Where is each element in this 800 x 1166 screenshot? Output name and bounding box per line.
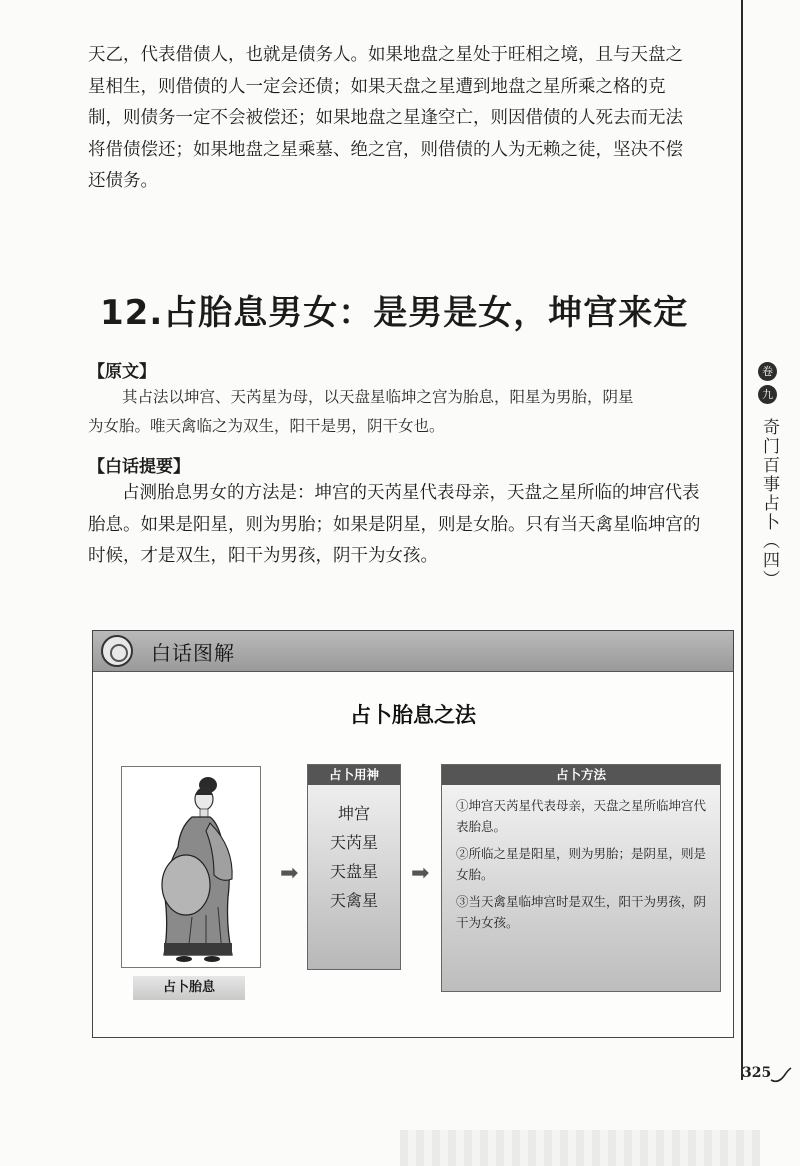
list-item: 天盘星 bbox=[329, 862, 378, 881]
vernacular-summary-label: 【白话提要】 bbox=[88, 457, 190, 477]
paragraph-line: 将借债偿还；如果地盘之星乘墓、绝之宫，则借债的人为无赖之徒，坚决不偿 bbox=[88, 139, 683, 160]
scan-artifact-band bbox=[400, 1130, 760, 1166]
list-item: 天禽星 bbox=[329, 891, 378, 910]
margin-rule bbox=[741, 0, 743, 1080]
original-line: 为女胎。唯天禽临之为双生，阳干是男，阴干女也。 bbox=[88, 417, 445, 435]
list-item: ②所临之星是阳星，则为男胎；是阴星，则是女胎。 bbox=[456, 846, 707, 882]
list-item: ①坤宫天芮星代表母亲，天盘之星所临坤宫代表胎息。 bbox=[456, 798, 707, 834]
list-item: ③当天禽星临坤宫时是双生，阳干为男孩，阴干为女孩。 bbox=[456, 894, 707, 930]
paragraph-line: 天乙，代表借债人，也就是债务人。如果地盘之星处于旺相之境，且与天盘之 bbox=[88, 45, 683, 65]
arrow-right-icon: ➡ bbox=[280, 861, 299, 886]
page-number: 325 bbox=[742, 1065, 772, 1081]
paragraph-line: 还债务。 bbox=[88, 171, 158, 191]
volume-char-1: 卷 bbox=[758, 362, 777, 381]
pregnant-woman-figure bbox=[121, 766, 261, 968]
original-text bbox=[88, 383, 738, 441]
vernacular-line: 胎息。如果是阳星，则为男胎；如果是阴星，则是女胎。只有当天禽星临坤宫的 bbox=[88, 514, 701, 535]
top-paragraph bbox=[88, 40, 738, 198]
figure-caption: 占卜胎息 bbox=[133, 976, 245, 1000]
volume-badge bbox=[755, 362, 795, 408]
chapter-side-title: 奇门百事占卜（四） bbox=[759, 418, 779, 589]
divination-method-panel bbox=[441, 764, 721, 992]
original-text-label: 【原文】 bbox=[88, 362, 156, 382]
illustration-box bbox=[92, 630, 734, 1038]
arrow-right-icon: ➡ bbox=[411, 861, 430, 886]
page-flourish-icon bbox=[770, 1066, 792, 1086]
paragraph-line: 制，则债务一定不会被偿还；如果地盘之星逢空亡，则因借债的人死去而无法 bbox=[88, 108, 683, 128]
volume-char-2: 九 bbox=[758, 385, 777, 404]
illustration-header bbox=[93, 631, 733, 672]
swirl-logo-icon bbox=[101, 635, 133, 667]
divination-method-header: 占卜方法 bbox=[442, 765, 720, 785]
divination-spirits-panel bbox=[307, 764, 401, 970]
illustration-header-title: 白话图解 bbox=[151, 641, 235, 665]
section-title: 12.占胎息男女：是男是女，坤宫来定 bbox=[100, 293, 689, 333]
vernacular-summary bbox=[88, 478, 738, 573]
original-line: 其占法以坤宫、天芮星为母，以天盘星临坤之宫为胎息，阳星为男胎，阴星 bbox=[122, 388, 634, 406]
vernacular-line: 时候，才是双生，阳干为男孩，阴干为女孩。 bbox=[88, 546, 438, 566]
divination-spirits-list bbox=[308, 799, 400, 915]
paragraph-line: 星相生，则借债的人一定会还债；如果天盘之星遭到地盘之星所乘之格的克 bbox=[88, 76, 666, 97]
pregnant-woman-icon bbox=[122, 767, 260, 967]
divination-method-list bbox=[442, 795, 720, 933]
diagram-title: 占卜胎息之法 bbox=[350, 703, 476, 727]
list-item: 天芮星 bbox=[329, 833, 378, 852]
divination-spirits-header: 占卜用神 bbox=[308, 765, 400, 785]
vernacular-line: 占测胎息男女的方法是：坤宫的天芮星代表母亲，天盘之星所临的坤宫代表 bbox=[122, 483, 700, 503]
list-item: 坤宫 bbox=[337, 804, 370, 823]
